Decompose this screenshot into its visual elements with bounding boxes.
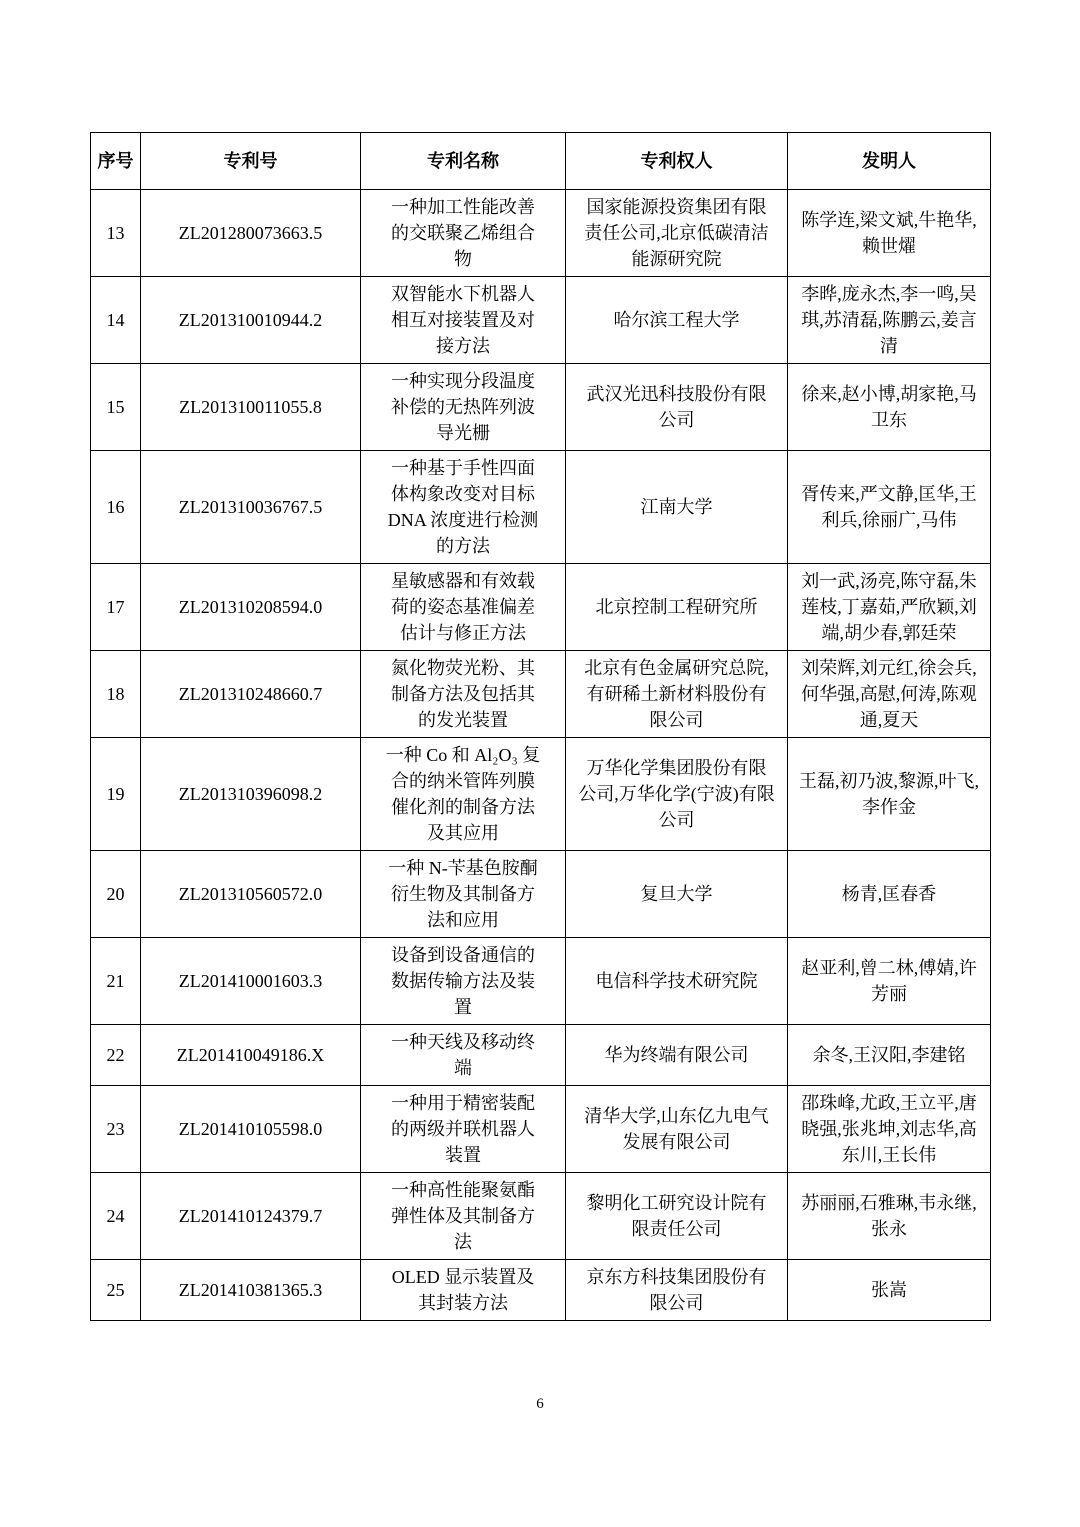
patent-name-cell: 一种基于手性四面体构象改变对目标 DNA 浓度进行检测的方法 — [361, 451, 566, 564]
serial-number-cell: 15 — [91, 364, 141, 451]
patent-number-cell: ZL201280073663.5 — [141, 190, 361, 277]
header-patent-owner: 专利权人 — [566, 133, 788, 190]
inventors-cell: 刘一武,汤亮,陈守磊,朱莲枝,丁嘉茹,严欣颖,刘端,胡少春,郭廷荣 — [788, 564, 991, 651]
serial-number-cell: 23 — [91, 1086, 141, 1173]
header-serial-number: 序号 — [91, 133, 141, 190]
table-row — [91, 938, 991, 1025]
patent-owner-cell: 北京控制工程研究所 — [566, 564, 788, 651]
patent-owner-cell: 万华化学集团股份有限公司,万华化学(宁波)有限公司 — [566, 738, 788, 851]
patent-table — [90, 132, 991, 1321]
patent-number-cell: ZL201410049186.X — [141, 1025, 361, 1086]
patent-number-cell: ZL201310396098.2 — [141, 738, 361, 851]
patent-name-cell: 一种实现分段温度补偿的无热阵列波导光栅 — [361, 364, 566, 451]
patent-name-cell: 一种高性能聚氨酯弹性体及其制备方法 — [361, 1173, 566, 1260]
patent-number-cell: ZL201410001603.3 — [141, 938, 361, 1025]
table-row — [91, 364, 991, 451]
table-row — [91, 564, 991, 651]
patent-name-cell: 一种用于精密装配的两级并联机器人装置 — [361, 1086, 566, 1173]
table-row — [91, 1173, 991, 1260]
inventors-cell: 苏丽丽,石雅琳,韦永继,张永 — [788, 1173, 991, 1260]
serial-number-cell: 24 — [91, 1173, 141, 1260]
table-row — [91, 738, 991, 851]
patent-table-body — [91, 190, 991, 1321]
inventors-cell: 赵亚利,曾二林,傅婧,许芳丽 — [788, 938, 991, 1025]
inventors-cell: 李晔,庞永杰,李一鸣,吴琪,苏清磊,陈鹏云,姜言清 — [788, 277, 991, 364]
patent-number-cell: ZL201310560572.0 — [141, 851, 361, 938]
patent-owner-cell: 电信科学技术研究院 — [566, 938, 788, 1025]
header-patent-name: 专利名称 — [361, 133, 566, 190]
serial-number-cell: 19 — [91, 738, 141, 851]
patent-number-cell: ZL201310208594.0 — [141, 564, 361, 651]
inventors-cell: 邵珠峰,尤政,王立平,唐晓强,张兆坤,刘志华,高东川,王长伟 — [788, 1086, 991, 1173]
serial-number-cell: 21 — [91, 938, 141, 1025]
patent-owner-cell: 复旦大学 — [566, 851, 788, 938]
inventors-cell: 余冬,王汉阳,李建铭 — [788, 1025, 991, 1086]
patent-number-cell: ZL201410124379.7 — [141, 1173, 361, 1260]
patent-owner-cell: 哈尔滨工程大学 — [566, 277, 788, 364]
inventors-cell: 徐来,赵小博,胡家艳,马卫东 — [788, 364, 991, 451]
patent-name-cell: 一种加工性能改善的交联聚乙烯组合物 — [361, 190, 566, 277]
patent-name-cell: 星敏感器和有效载荷的姿态基准偏差估计与修正方法 — [361, 564, 566, 651]
page-number: 6 — [536, 1396, 544, 1412]
patent-number-cell: ZL201410381365.3 — [141, 1260, 361, 1321]
table-row — [91, 1260, 991, 1321]
inventors-cell: 刘荣辉,刘元红,徐会兵,何华强,高慰,何涛,陈观通,夏天 — [788, 651, 991, 738]
table-row — [91, 451, 991, 564]
inventors-cell: 张嵩 — [788, 1260, 991, 1321]
patent-number-cell: ZL201410105598.0 — [141, 1086, 361, 1173]
patent-name-cell: 设备到设备通信的数据传输方法及装置 — [361, 938, 566, 1025]
patent-number-cell: ZL201310010944.2 — [141, 277, 361, 364]
patent-name-cell: 氮化物荧光粉、其制备方法及包括其的发光装置 — [361, 651, 566, 738]
serial-number-cell: 16 — [91, 451, 141, 564]
patent-number-cell: ZL201310036767.5 — [141, 451, 361, 564]
serial-number-cell: 20 — [91, 851, 141, 938]
patent-name-cell: 一种 Co 和 Al₂O₃ 复合的纳米管阵列膜催化剂的制备方法及其应用 — [361, 738, 566, 851]
patent-owner-cell: 华为终端有限公司 — [566, 1025, 788, 1086]
patent-number-cell: ZL201310248660.7 — [141, 651, 361, 738]
patent-owner-cell: 京东方科技集团股份有限公司 — [566, 1260, 788, 1321]
table-header-row — [91, 133, 991, 190]
patent-owner-cell: 北京有色金属研究总院,有研稀土新材料股份有限公司 — [566, 651, 788, 738]
serial-number-cell: 18 — [91, 651, 141, 738]
inventors-cell: 王磊,初乃波,黎源,叶飞,李作金 — [788, 738, 991, 851]
table-row — [91, 851, 991, 938]
serial-number-cell: 22 — [91, 1025, 141, 1086]
patent-number-cell: ZL201310011055.8 — [141, 364, 361, 451]
serial-number-cell: 14 — [91, 277, 141, 364]
patent-name-cell: 双智能水下机器人相互对接装置及对接方法 — [361, 277, 566, 364]
patent-owner-cell: 武汉光迅科技股份有限公司 — [566, 364, 788, 451]
patent-name-cell: OLED 显示装置及其封装方法 — [361, 1260, 566, 1321]
table-row — [91, 651, 991, 738]
inventors-cell: 陈学连,梁文斌,牛艳华,赖世燿 — [788, 190, 991, 277]
table-row — [91, 1025, 991, 1086]
table-row — [91, 190, 991, 277]
patent-name-cell: 一种 N-苄基色胺酮衍生物及其制备方法和应用 — [361, 851, 566, 938]
patent-owner-cell: 黎明化工研究设计院有限责任公司 — [566, 1173, 788, 1260]
patent-owner-cell: 江南大学 — [566, 451, 788, 564]
inventors-cell: 杨青,匡春香 — [788, 851, 991, 938]
serial-number-cell: 25 — [91, 1260, 141, 1321]
inventors-cell: 胥传来,严文静,匡华,王利兵,徐丽广,马伟 — [788, 451, 991, 564]
table-header — [91, 133, 991, 190]
serial-number-cell: 17 — [91, 564, 141, 651]
patent-owner-cell: 清华大学,山东亿九电气发展有限公司 — [566, 1086, 788, 1173]
header-patent-number: 专利号 — [141, 133, 361, 190]
header-inventors: 发明人 — [788, 133, 991, 190]
table-row — [91, 277, 991, 364]
table-row — [91, 1086, 991, 1173]
serial-number-cell: 13 — [91, 190, 141, 277]
patent-owner-cell: 国家能源投资集团有限责任公司,北京低碳清洁能源研究院 — [566, 190, 788, 277]
patent-name-cell: 一种天线及移动终端 — [361, 1025, 566, 1086]
